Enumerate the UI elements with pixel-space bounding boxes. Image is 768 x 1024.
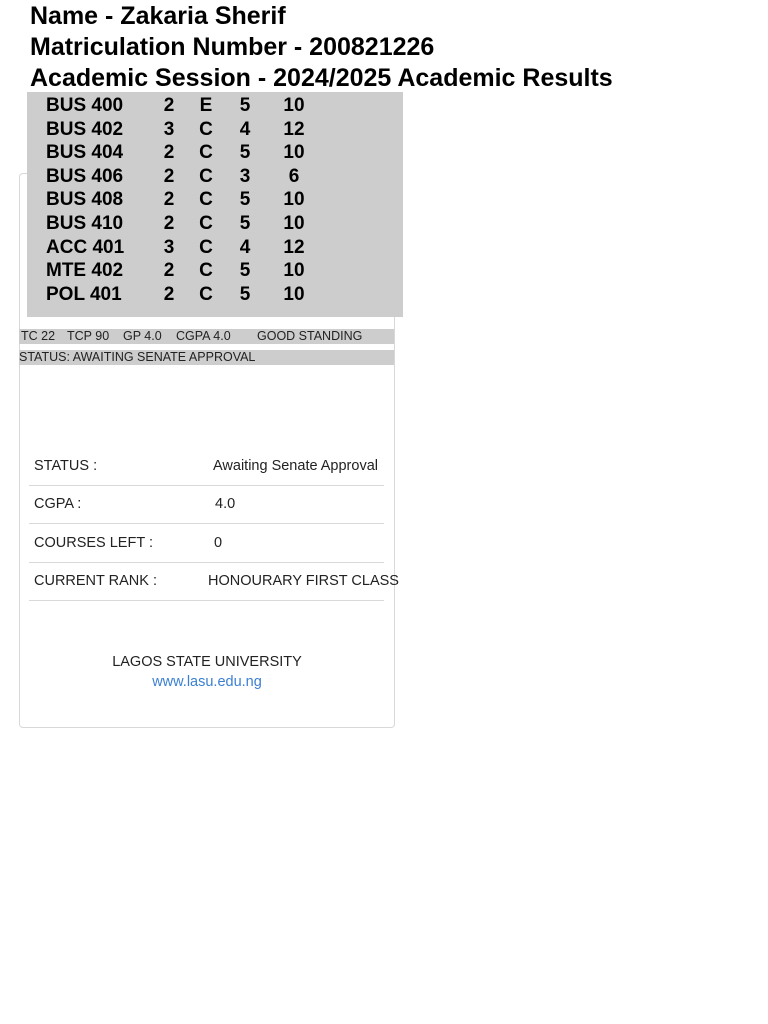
course-code: BUS 406 (46, 165, 124, 187)
course-code: POL 401 (46, 283, 122, 305)
courses-left-value: 0 (214, 535, 223, 551)
course-grade: C (199, 189, 213, 211)
course-point: 5 (239, 213, 251, 234)
course-grade: E (199, 95, 213, 116)
cgpa-summary: CGPA 4.0 (176, 329, 231, 343)
course-row (27, 118, 403, 142)
course-unit: 2 (163, 260, 175, 282)
current-rank-value: HONOURARY FIRST CLASS (208, 573, 399, 589)
status-value: Awaiting Senate Approval (213, 458, 378, 474)
cgpa-label: CGPA : (34, 496, 82, 512)
course-row (27, 259, 403, 283)
course-code: BUS 402 (46, 118, 124, 140)
course-grade: C (199, 213, 213, 234)
course-total: 12 (283, 236, 305, 258)
course-code: BUS 408 (46, 189, 124, 211)
course-point: 5 (239, 142, 251, 164)
standing-badge: GOOD STANDING (257, 329, 363, 343)
courses-left-row (29, 524, 384, 563)
status-row (29, 447, 384, 486)
course-row (27, 94, 403, 118)
course-unit: 2 (163, 283, 175, 305)
total-credit-points: TCP 90 (67, 329, 110, 343)
course-point: 5 (239, 189, 251, 211)
course-grade: C (199, 260, 213, 282)
course-point: 4 (239, 236, 251, 258)
course-point: 4 (239, 118, 251, 140)
course-point: 3 (239, 165, 251, 187)
cgpa-row (29, 485, 384, 524)
university-website-link[interactable]: www.lasu.edu.ng (152, 674, 262, 690)
course-unit: 2 (163, 189, 175, 211)
student-name-heading: Name - Zakaria Sherif (30, 2, 286, 30)
course-code: BUS 410 (46, 213, 124, 234)
course-point: 5 (239, 283, 251, 305)
course-total: 10 (283, 95, 305, 116)
course-total: 10 (283, 189, 305, 211)
course-grade: C (199, 165, 213, 187)
course-total: 10 (283, 260, 305, 282)
course-grade: C (199, 118, 213, 140)
courses-left-label: COURSES LEFT : (34, 535, 153, 551)
course-row (27, 141, 403, 165)
university-name: LAGOS STATE UNIVERSITY (112, 654, 302, 670)
course-results-table (27, 92, 403, 317)
course-unit: 2 (163, 165, 175, 187)
course-point: 5 (239, 95, 251, 116)
course-row (27, 165, 403, 189)
course-code: ACC 401 (46, 236, 125, 258)
summary-totals-bar (19, 329, 394, 344)
grade-point: GP 4.0 (123, 329, 162, 343)
total-credits: TC 22 (21, 329, 56, 343)
course-unit: 2 (163, 95, 175, 116)
course-row (27, 283, 403, 307)
course-unit: 3 (163, 236, 175, 258)
status-label: STATUS : (34, 458, 98, 474)
status-summary: STATUS: AWAITING SENATE APPROVAL (19, 350, 256, 364)
course-unit: 2 (163, 213, 175, 234)
course-total: 12 (283, 118, 305, 140)
course-grade: C (199, 142, 213, 164)
cgpa-value: 4.0 (215, 496, 236, 512)
course-grade: C (199, 236, 213, 258)
course-total: 6 (288, 165, 300, 187)
course-row (27, 212, 403, 236)
current-rank-row (29, 562, 399, 601)
course-total: 10 (283, 142, 305, 164)
course-total: 10 (283, 283, 305, 305)
course-code: BUS 404 (46, 142, 124, 164)
matriculation-number-heading: Matriculation Number - 200821226 (30, 33, 435, 61)
current-rank-label: CURRENT RANK : (34, 573, 157, 589)
course-code: MTE 402 (46, 260, 124, 282)
course-row (27, 236, 403, 260)
course-total: 10 (283, 213, 305, 234)
course-row (27, 188, 403, 212)
course-unit: 2 (163, 142, 175, 164)
summary-status-bar (19, 350, 394, 365)
course-code: BUS 400 (46, 95, 124, 116)
course-unit: 3 (163, 118, 175, 140)
course-grade: C (199, 283, 213, 305)
academic-session-heading: Academic Session - 2024/2025 Academic Results (30, 64, 613, 92)
course-point: 5 (239, 260, 251, 282)
